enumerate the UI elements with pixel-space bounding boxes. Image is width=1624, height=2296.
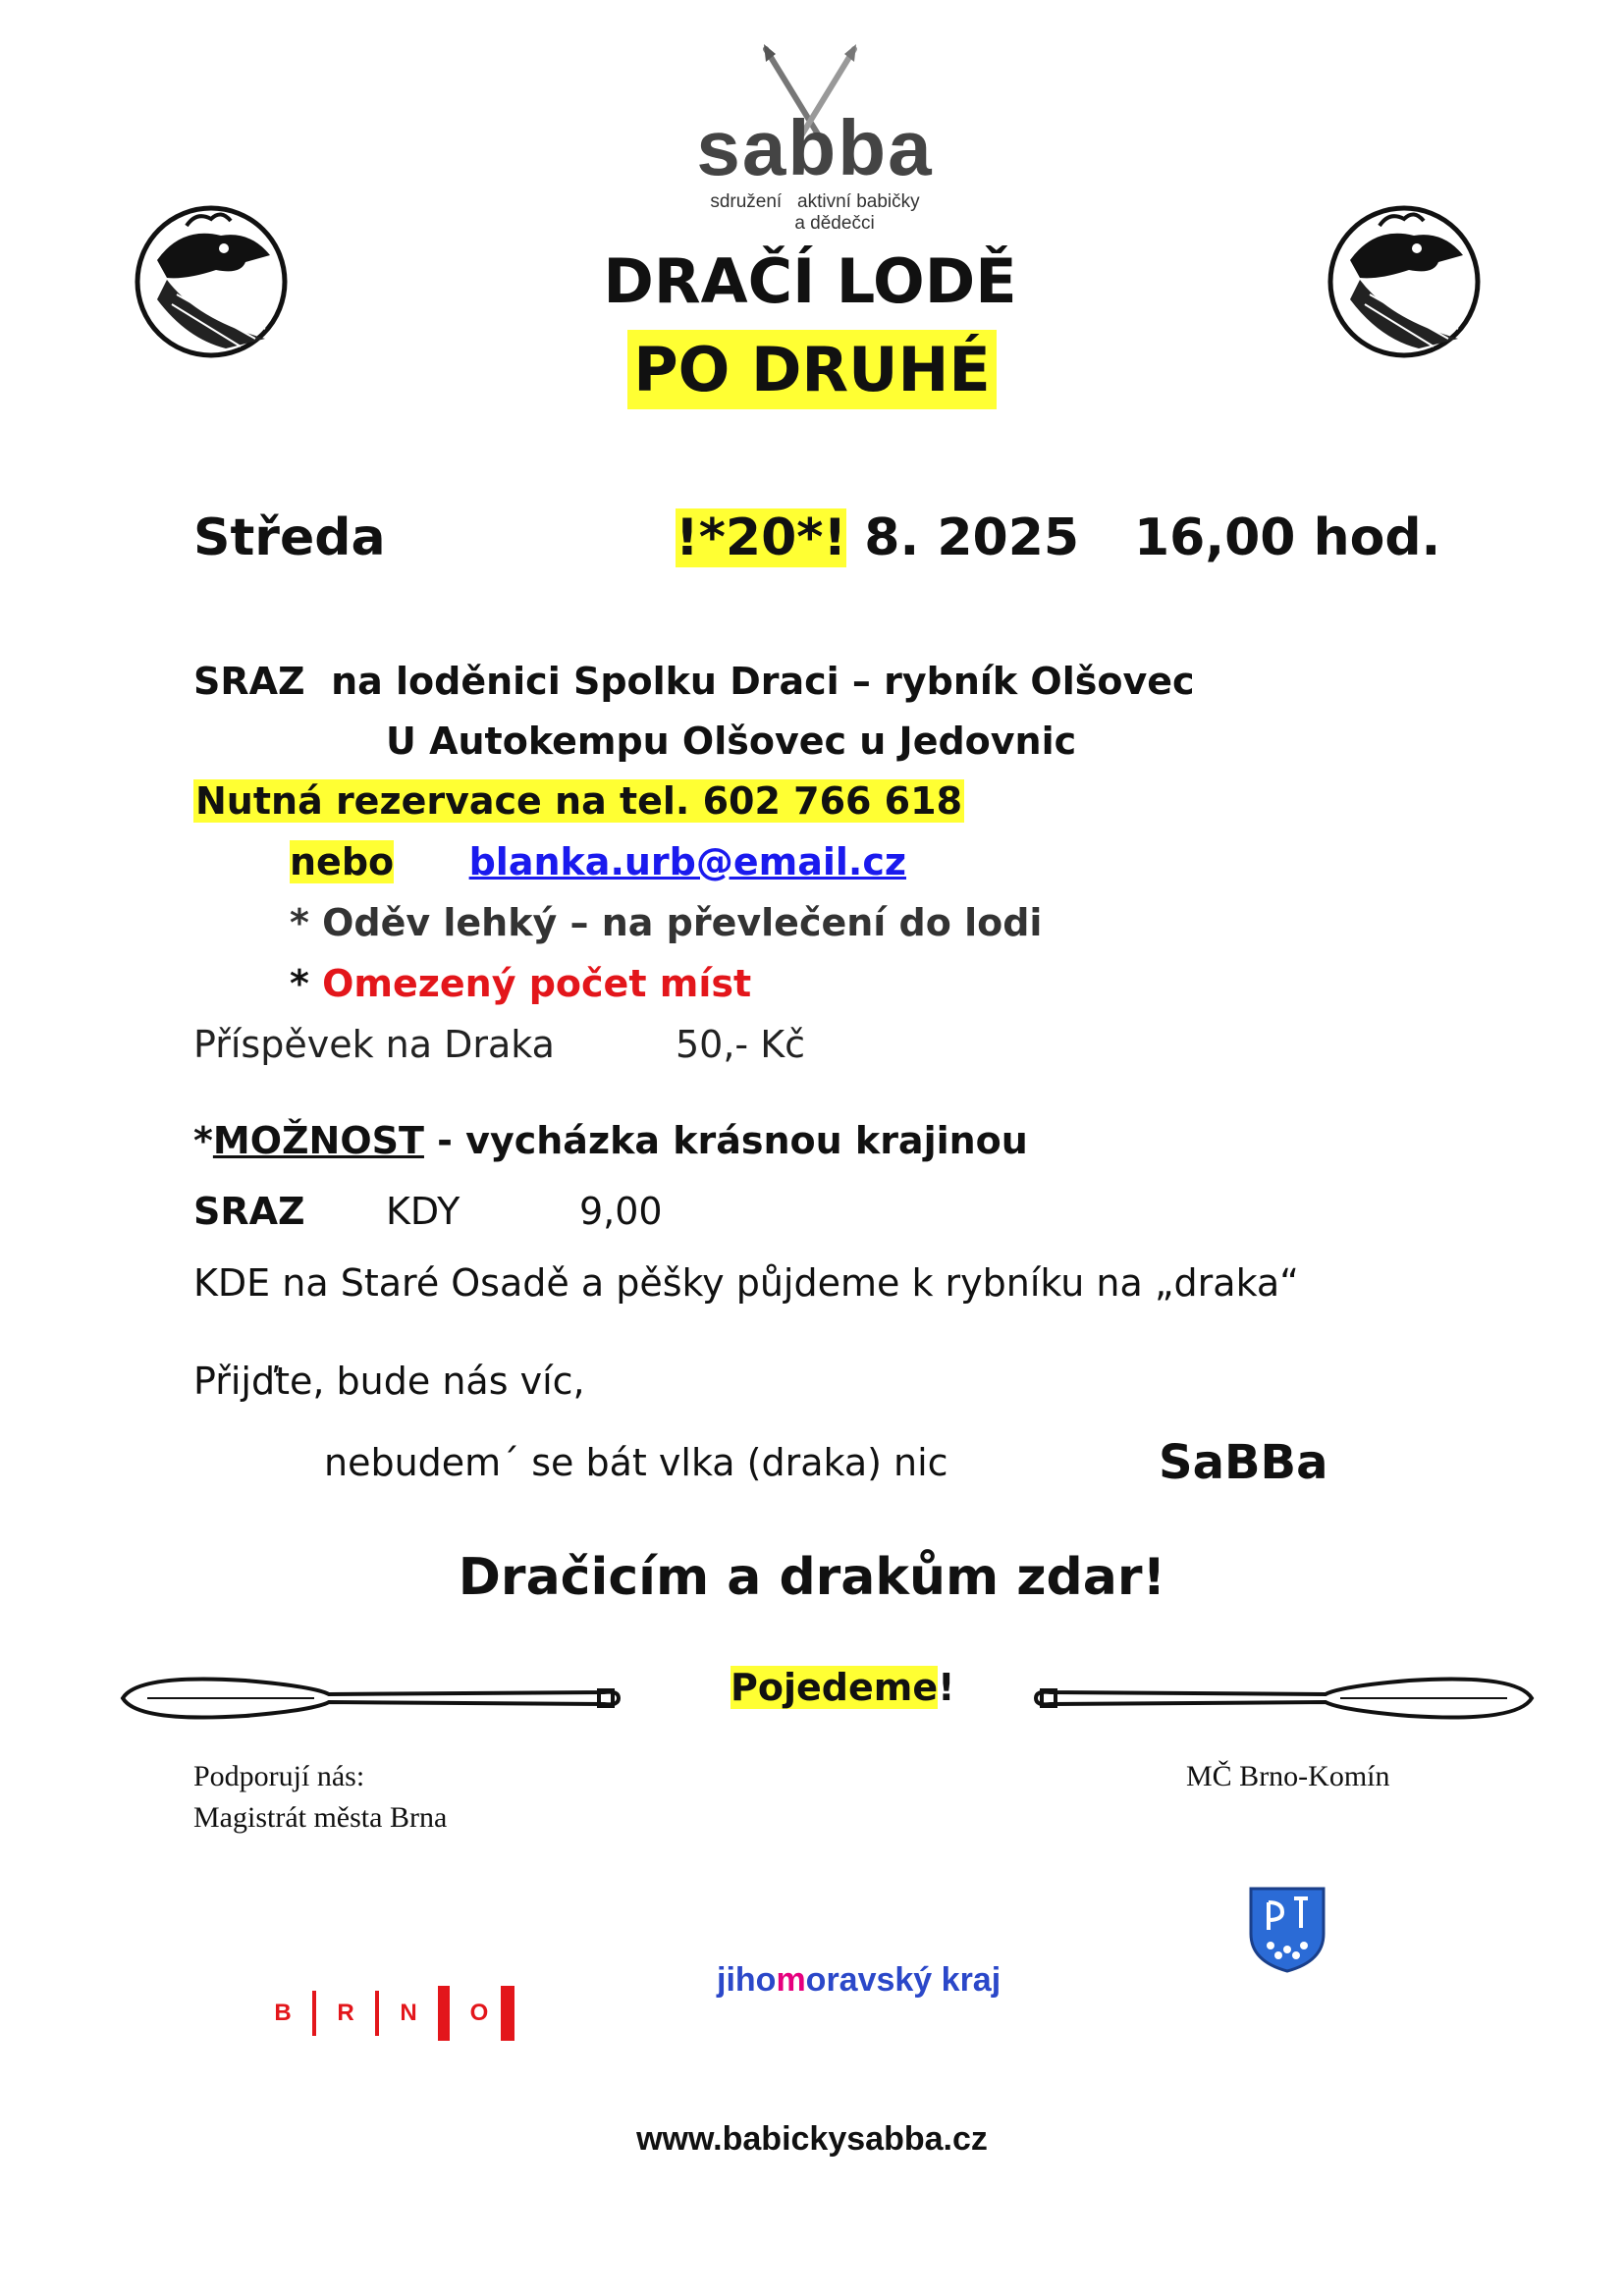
brno-letter-b: B — [274, 2000, 292, 2026]
note-capacity — [290, 962, 751, 1005]
brno-bar — [501, 1986, 514, 2041]
note-clothing: * Oděv lehký – na převlečení do lodi — [290, 901, 1043, 944]
date-rest: 8. 2025 — [846, 508, 1080, 567]
option-where: KDE na Staré Osadě a pěšky půjdeme k rybníku na „draka“ — [193, 1261, 1299, 1305]
brno-bar — [438, 1986, 450, 2041]
date-time: 16,00 hod. — [1134, 508, 1441, 567]
support-right: MČ Brno-Komín — [1186, 1760, 1390, 1792]
title-line-1: DRAČÍ LODĚ — [603, 245, 1017, 317]
option-time: 9,00 — [579, 1190, 663, 1233]
brno-logo — [265, 1986, 514, 2041]
date-value — [676, 508, 1079, 567]
note-capacity-star: * — [290, 962, 323, 1005]
jmk-prefix: jiho — [717, 1961, 777, 1999]
support-label: Podporují nás: — [193, 1760, 365, 1792]
email-link[interactable]: blanka.urb@email.cz — [468, 840, 907, 883]
option-label: MOŽNOST — [212, 1119, 424, 1162]
meeting-place-2: U Autokempu Olšovec u Jedovnic — [386, 720, 1077, 763]
go-mark: ! — [938, 1666, 955, 1709]
brno-bar — [312, 1991, 316, 2036]
date-day: Středa — [193, 508, 386, 567]
paddle-icon-right — [1026, 1669, 1537, 1728]
go-label — [731, 1666, 954, 1709]
brno-letter-o: O — [469, 2000, 489, 2026]
note-capacity-text: Omezený počet míst — [322, 962, 752, 1005]
slogan: Dračicím a drakům zdar! — [458, 1548, 1166, 1607]
email-line — [290, 840, 906, 883]
option-rest: - vycházka krásnou krajinou — [423, 1119, 1028, 1162]
meeting-place-1: na loděnici Spolku Draci – rybník Olšovec — [331, 660, 1195, 703]
komin-crest-icon — [1247, 1885, 1327, 1973]
fee-value: 50,- Kč — [676, 1023, 806, 1066]
option-heading — [193, 1119, 1028, 1162]
logo-tagline-2: a dědečci — [794, 213, 875, 234]
invite-signature: SaBBa — [1159, 1435, 1328, 1490]
invite-line-1: Přijďte, bude nás víc, — [193, 1360, 585, 1403]
jmk-m: m — [776, 1961, 806, 1999]
or-label: nebo — [290, 840, 395, 883]
sabba-logo — [687, 44, 943, 234]
meeting-label: SRAZ — [193, 660, 305, 703]
fee-label: Příspěvek na Draka — [193, 1023, 555, 1066]
brno-letter-n: N — [400, 2000, 417, 2026]
meeting-line-1 — [193, 660, 1195, 703]
title-line-2 — [0, 334, 1624, 405]
option-sraz: SRAZ — [193, 1190, 305, 1233]
invite-line-2: nebudem´ se bát vlka (draka) nic — [324, 1441, 948, 1484]
jmk-logo — [717, 1961, 1001, 2000]
paddle-icon-left — [118, 1669, 628, 1728]
go-word: Pojedeme — [731, 1666, 939, 1709]
jmk-suffix: oravský kraj — [805, 1961, 1001, 1999]
reservation-line: Nutná rezervace na tel. 602 766 618 — [195, 779, 963, 823]
option-star: * — [193, 1119, 213, 1162]
brno-letter-r: R — [337, 2000, 354, 2026]
logo-tagline-1: sdružení aktivní babičky — [710, 191, 920, 212]
title-line-2-text: PO DRUHÉ — [627, 330, 997, 409]
website[interactable]: www.babickysabba.cz — [636, 2120, 988, 2158]
support-left: Magistrát města Brna — [193, 1801, 448, 1834]
logo-brand: sabba — [696, 104, 934, 191]
option-kdy: KDY — [386, 1190, 460, 1233]
brno-bar — [375, 1991, 379, 2036]
date-highlight: !*20*! — [676, 508, 847, 567]
